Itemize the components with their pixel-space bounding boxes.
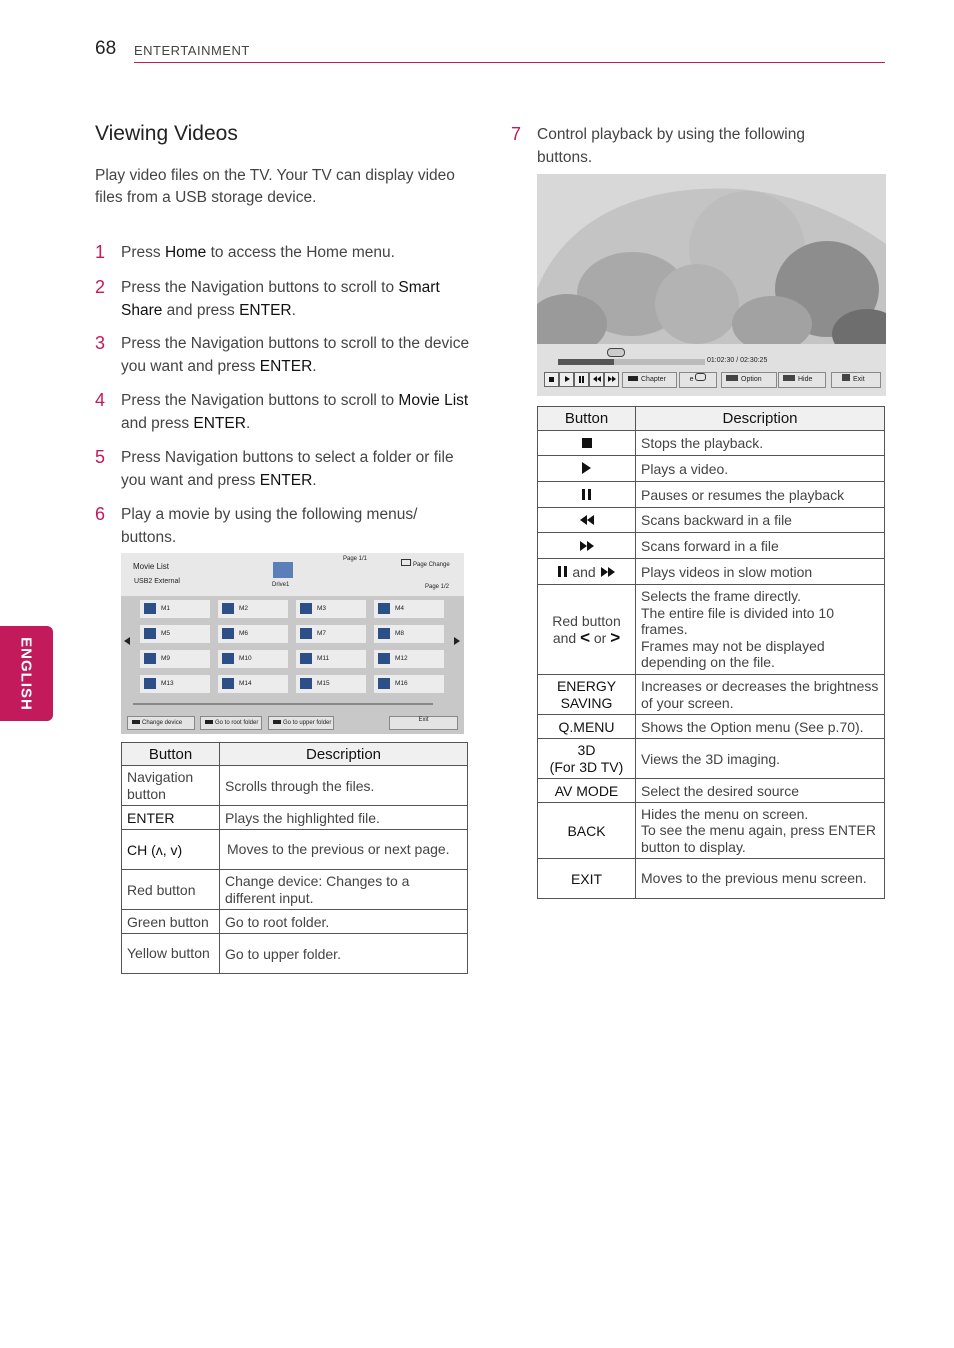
description-cell: Moves to the previous or next page. (220, 830, 468, 870)
step-text: Play a movie by using the following menus/ buttons. (121, 506, 418, 546)
button-cell: Green button (122, 910, 220, 934)
drive-icon (273, 562, 293, 578)
step-keyword: Smart Share (121, 279, 440, 319)
button-line: Red button (552, 613, 621, 629)
device-label: USB2 External (134, 578, 180, 585)
button-label: Hide (798, 376, 813, 383)
description-line: Frames may not be displayed depending on the file. (641, 637, 825, 671)
description-cell: Shows the Option menu (See p.70). (636, 715, 885, 739)
table-row (538, 533, 885, 559)
file-label: M4 (395, 605, 405, 612)
step-text: Press Navigation buttons to select a folder or file you want and press (121, 449, 454, 489)
exit-button[interactable] (389, 716, 458, 730)
movie-file-icon (222, 653, 234, 664)
step-number: 6 (95, 504, 106, 524)
description-cell (636, 585, 885, 675)
page-indicator-top: Page 1/1 (343, 556, 368, 562)
video-playback-screenshot (537, 174, 886, 396)
table-row (538, 431, 885, 456)
button-label: Exit (418, 717, 429, 723)
movie-file-icon (222, 628, 234, 639)
file-label: M14 (239, 680, 252, 687)
ch-icon (401, 559, 411, 566)
file-item[interactable] (374, 625, 444, 643)
energy-icon: e (689, 376, 694, 383)
file-label: M5 (161, 630, 171, 637)
file-item[interactable] (218, 625, 288, 643)
file-item[interactable] (140, 600, 210, 618)
file-label: M3 (317, 605, 327, 612)
button-label: Exit (853, 376, 865, 383)
description-cell: Pauses or resumes the playback (636, 482, 885, 508)
step-text: and press (162, 301, 240, 319)
table-header: Button (122, 743, 220, 766)
file-label: M13 (161, 680, 174, 687)
button-cell (538, 508, 636, 533)
table-row (122, 910, 468, 934)
file-label: M9 (161, 655, 171, 662)
movie-list-screenshot (121, 553, 464, 734)
table-header: Description (220, 743, 468, 766)
step-keyword: ENTER (259, 357, 313, 375)
chapter-button[interactable] (622, 372, 677, 388)
step-number: 2 (95, 277, 106, 297)
step-text: Press (121, 244, 165, 261)
button-cell (538, 675, 636, 715)
fruit-image (537, 174, 886, 344)
file-label: M11 (317, 655, 330, 662)
file-label: M8 (395, 630, 405, 637)
pause-icon (558, 566, 561, 577)
pause-icon (582, 489, 585, 500)
table-header: Button (538, 407, 636, 431)
button-cell (538, 482, 636, 508)
energy-saving-3d-buttons[interactable] (679, 372, 717, 388)
button-line: and (552, 629, 577, 646)
play-button[interactable] (559, 372, 574, 387)
file-item[interactable] (374, 650, 444, 668)
table-row (538, 739, 885, 779)
step-keyword: Movie List (398, 392, 469, 409)
greater-than-icon: > (610, 627, 621, 647)
description-cell: Scans forward in a file (636, 533, 885, 559)
3d-mode-icon (695, 373, 706, 381)
description-line: Selects the frame directly. (641, 588, 802, 605)
file-label: M12 (395, 655, 408, 662)
language-label: ENGLISH (17, 637, 35, 711)
button-cell: Navigation button (122, 766, 220, 806)
button-cell: Red button (122, 870, 220, 910)
table-row (538, 508, 885, 533)
step-text: . (312, 357, 317, 375)
fast-forward-button[interactable] (604, 372, 619, 387)
movie-file-icon (144, 603, 156, 614)
file-item[interactable] (296, 675, 366, 693)
button-cell: BACK (538, 803, 636, 859)
movie-file-icon (378, 678, 390, 689)
header-rule (134, 62, 885, 63)
movie-file-icon (144, 653, 156, 664)
step-keyword: ENTER (259, 471, 313, 489)
table-row (538, 585, 885, 675)
description-cell: Go to root folder. (220, 910, 468, 934)
button-line: ENERGY (556, 678, 617, 694)
page-change-label (401, 559, 450, 568)
button-cell: AV MODE (538, 779, 636, 803)
button-cell: Yellow button (122, 934, 220, 974)
description-cell: Plays the highlighted file. (220, 806, 468, 830)
button-cell (538, 533, 636, 559)
step-number: 4 (95, 390, 106, 410)
button-cell (538, 585, 636, 675)
step-number: 5 (95, 447, 106, 467)
table-header: Description (636, 407, 885, 431)
movie-file-icon (300, 678, 312, 689)
upper-folder-button[interactable] (268, 716, 334, 730)
scroll-right-icon[interactable] (454, 637, 460, 645)
table-row (122, 806, 468, 830)
step-keyword: Home (164, 244, 207, 261)
page-title: Viewing Videos (95, 122, 238, 145)
file-label: M7 (317, 630, 327, 637)
step-text: . (245, 414, 251, 432)
option-button[interactable] (721, 372, 777, 388)
movie-list-title: Movie List (133, 562, 170, 571)
button-line: SAVING (560, 694, 613, 711)
root-folder-button[interactable] (200, 716, 262, 730)
movie-file-icon (378, 653, 390, 664)
drive-label: Drive1 (272, 582, 290, 588)
description-cell: Select the desired source (636, 779, 885, 803)
movie-file-icon (378, 628, 390, 639)
table-row (122, 934, 468, 974)
table-row (538, 456, 885, 482)
change-device-button[interactable] (127, 716, 195, 730)
movie-file-icon (300, 603, 312, 614)
step-number: 1 (95, 242, 106, 262)
play-icon (582, 462, 591, 474)
exit-playback-button[interactable] (831, 372, 881, 388)
file-item[interactable] (140, 625, 210, 643)
table-row (538, 715, 885, 739)
transport-controls (544, 372, 616, 387)
step-keyword: ENTER (239, 301, 292, 319)
description-line: The entire file is divided into 10 frames. (641, 604, 834, 638)
description-line: To see the menu again, press ENTER button to display. (641, 822, 877, 855)
step-text: to access the Home menu. (206, 244, 395, 261)
step-text: Press the Navigation buttons to scroll to the device you want and press (121, 335, 470, 375)
table-row (122, 870, 468, 910)
table-row (538, 803, 885, 859)
step-text: Press the Navigation buttons to scroll to (121, 392, 399, 409)
step-text: . (291, 301, 296, 319)
page-indicator: Page 1/2 (425, 584, 450, 590)
file-item[interactable] (218, 600, 288, 618)
file-label: M16 (395, 680, 408, 687)
fast-forward-icon (580, 541, 587, 551)
button-cell: Q.MENU (538, 715, 636, 739)
button-line: (For 3D TV) (549, 758, 624, 775)
description-cell: Scans backward in a file (636, 508, 885, 533)
step-keyword: ENTER (193, 414, 246, 432)
button-label: Chapter (641, 376, 666, 383)
file-label: M2 (239, 605, 249, 612)
button-cell: CH (ʌ, v) (122, 830, 220, 870)
movie-file-icon (300, 653, 312, 664)
table-row (538, 675, 885, 715)
page-number: 68 (95, 38, 117, 59)
button-cell (538, 456, 636, 482)
button-cell (538, 559, 636, 585)
description-cell: Moves to the previous menu screen. (636, 859, 885, 899)
rewind-button[interactable] (589, 372, 604, 387)
step-text: Press the Navigation buttons to scroll to (121, 279, 399, 296)
button-cell (538, 739, 636, 779)
description-line: Hides the menu on screen. (641, 805, 809, 822)
button-cell (538, 431, 636, 456)
stop-button[interactable] (544, 372, 559, 387)
file-label: M6 (239, 630, 249, 637)
movie-file-icon (300, 628, 312, 639)
progress-bar[interactable] (558, 359, 705, 365)
description-cell: Views the 3D imaging. (636, 739, 885, 779)
page-change-text: Page Change (413, 562, 450, 568)
movie-list-button-table (121, 742, 468, 974)
file-item[interactable] (218, 650, 288, 668)
description-cell: Increases or decreases the brightness of your screen. (636, 675, 885, 715)
movie-file-icon (222, 678, 234, 689)
movie-file-icon (378, 603, 390, 614)
step-number: 7 (511, 124, 522, 144)
button-cell: ENTER (122, 806, 220, 830)
fast-forward-icon (601, 567, 608, 577)
file-item[interactable] (374, 675, 444, 693)
pause-button[interactable] (574, 372, 589, 387)
table-row (538, 482, 885, 508)
description-cell: Go to upper folder. (220, 934, 468, 974)
description-cell: Plays a video. (636, 456, 885, 482)
playback-button-table (537, 406, 885, 899)
file-item[interactable] (140, 650, 210, 668)
file-label: M15 (317, 680, 330, 687)
3d-icon (607, 348, 625, 357)
button-label: Option (741, 376, 762, 383)
file-label: M10 (239, 655, 252, 662)
file-item[interactable] (296, 600, 366, 618)
file-item[interactable] (218, 675, 288, 693)
button-label: Go to root folder (215, 720, 259, 726)
and-text: and (572, 563, 596, 580)
table-row (538, 779, 885, 803)
button-line: or (593, 629, 607, 646)
rewind-icon (580, 515, 587, 525)
file-label: M1 (161, 605, 171, 612)
description-cell: Stops the playback. (636, 431, 885, 456)
section-title: ENTERTAINMENT (134, 43, 250, 58)
description-cell: Plays videos in slow motion (636, 559, 885, 585)
file-item[interactable] (296, 625, 366, 643)
step-text: and press (121, 414, 194, 432)
intro-text: Play video files on the TV. Your TV can display video files from a USB storage device. (95, 167, 455, 206)
movie-file-icon (144, 678, 156, 689)
movie-file-icon (222, 603, 234, 614)
file-item[interactable] (140, 675, 210, 693)
description-cell: Scrolls through the files. (220, 766, 468, 806)
step-text: Control playback by using the following buttons. (537, 126, 805, 166)
description-cell: Change device: Changes to a different input. (220, 870, 468, 910)
table-row (122, 830, 468, 870)
step-text: . (312, 471, 317, 489)
table-row (122, 766, 468, 806)
step-number: 3 (95, 333, 106, 353)
scroll-left-icon[interactable] (124, 637, 130, 645)
file-item[interactable] (296, 650, 366, 668)
less-than-icon: < (580, 627, 590, 647)
table-row (538, 859, 885, 899)
language-tab (0, 626, 53, 721)
file-item[interactable] (374, 600, 444, 618)
description-cell (636, 803, 885, 859)
button-cell: EXIT (538, 859, 636, 899)
stop-icon (582, 438, 592, 448)
movie-file-icon (144, 628, 156, 639)
button-label: Change device (142, 720, 183, 726)
hide-button[interactable] (778, 372, 826, 388)
button-line: 3D (577, 742, 596, 758)
table-row (538, 559, 885, 585)
time-display: 01:02:30 / 02:30:25 (707, 357, 768, 364)
button-label: Go to upper folder (283, 720, 332, 726)
